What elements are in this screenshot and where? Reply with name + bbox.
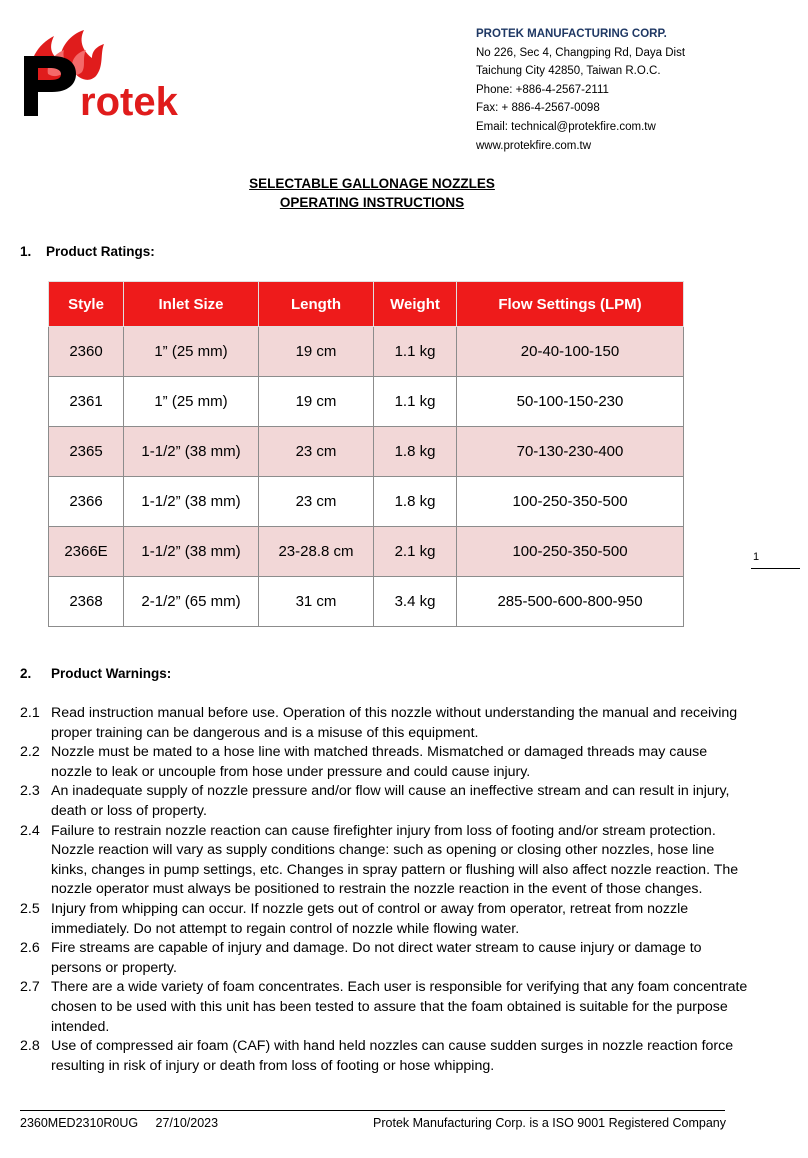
product-ratings-table xyxy=(48,281,684,627)
list-item xyxy=(20,743,750,782)
warning-number: 2.7 xyxy=(20,979,40,996)
company-website[interactable]: www.protekfire.com.tw xyxy=(476,139,592,152)
table-row xyxy=(49,577,684,627)
table-cell: 23 cm xyxy=(259,427,374,477)
section-1-heading xyxy=(20,244,155,259)
table-row xyxy=(49,477,684,527)
warning-number: 2.6 xyxy=(20,940,40,957)
table-cell: 20-40-100-150 xyxy=(457,327,684,377)
table-cell: 1” (25 mm) xyxy=(124,377,259,427)
table-cell: 1-1/2” (38 mm) xyxy=(124,477,259,527)
table-cell: 1” (25 mm) xyxy=(124,327,259,377)
table-cell: 2-1/2” (65 mm) xyxy=(124,577,259,627)
section-1-title: Product Ratings: xyxy=(46,244,155,259)
table-cell: 2366 xyxy=(49,477,124,527)
table-cell: 2365 xyxy=(49,427,124,477)
warnings-list xyxy=(20,704,750,1076)
section-2-number: 2. xyxy=(20,666,32,681)
list-item xyxy=(20,704,750,743)
list-item xyxy=(20,900,750,939)
table-cell: 1-1/2” (38 mm) xyxy=(124,527,259,577)
table-header: Style xyxy=(49,282,124,327)
company-fax: Fax: + 886-4-2567-0098 xyxy=(476,102,600,115)
warning-number: 2.4 xyxy=(20,822,40,839)
table-cell: 50-100-150-230 xyxy=(457,377,684,427)
warning-text: An inadequate supply of nozzle pressure and/or flow will cause an ineffective stream and can result in injury, death or loss of property. xyxy=(51,783,730,819)
table-header: Flow Settings (LPM) xyxy=(457,282,684,327)
warning-number: 2.8 xyxy=(20,1038,40,1055)
table-cell: 100-250-350-500 xyxy=(457,477,684,527)
table-cell: 1-1/2” (38 mm) xyxy=(124,427,259,477)
title-line-1: SELECTABLE GALLONAGE NOZZLES xyxy=(249,176,495,191)
table-cell: 2.1 kg xyxy=(374,527,457,577)
title-line-2: OPERATING INSTRUCTIONS xyxy=(279,195,465,210)
document-title xyxy=(0,174,744,212)
list-item xyxy=(20,822,750,900)
logo-text: rotek xyxy=(80,80,178,122)
page-number: 1 xyxy=(753,551,760,563)
company-phone: Phone: +886-4-2567-2111 xyxy=(476,83,609,96)
table-row xyxy=(49,527,684,577)
warning-text: Read instruction manual before use. Operation of this nozzle without understanding the manual and receiving proper training can be dangerous and is a misuse of this equipment. xyxy=(51,705,738,741)
section-1-number: 1. xyxy=(20,244,32,259)
list-item xyxy=(20,978,750,1037)
table-cell: 2368 xyxy=(49,577,124,627)
warning-text: Use of compressed air foam (CAF) with hand held nozzles can cause sudden surges in nozzle reaction force resulting in risk of injury or death from loss of footing or hose whipping. xyxy=(51,1038,734,1074)
footer-doc-code: 2360MED2310R0UG xyxy=(20,1116,139,1130)
list-item xyxy=(20,1037,750,1076)
table-cell: 70-130-230-400 xyxy=(457,427,684,477)
company-info xyxy=(476,25,685,155)
list-item xyxy=(20,782,750,821)
warning-text: There are a wide variety of foam concentrates. Each user is responsible for verifying that any foam concentrate chosen to be used with this unit has been tested to assure that the foam obtained is suitable for the purpose intended. xyxy=(51,979,748,1035)
table-header: Inlet Size xyxy=(124,282,259,327)
company-name: PROTEK MANUFACTURING CORP. xyxy=(476,28,667,40)
footer-rule xyxy=(20,1110,725,1111)
company-address-1: No 226, Sec 4, Changping Rd, Daya Dist xyxy=(476,46,686,59)
footer-doc-info xyxy=(20,1116,218,1130)
table-row xyxy=(49,327,684,377)
table-cell: 23-28.8 cm xyxy=(259,527,374,577)
table-header: Weight xyxy=(374,282,457,327)
section-2-title: Product Warnings: xyxy=(51,666,172,681)
list-item xyxy=(20,939,750,978)
table-cell: 3.4 kg xyxy=(374,577,457,627)
table-header-row xyxy=(49,282,684,327)
table-cell: 285-500-600-800-950 xyxy=(457,577,684,627)
table-cell: 31 cm xyxy=(259,577,374,627)
table-cell: 2360 xyxy=(49,327,124,377)
table-header: Length xyxy=(259,282,374,327)
warning-number: 2.3 xyxy=(20,783,40,800)
warning-number: 2.1 xyxy=(20,705,40,721)
table-row xyxy=(49,377,684,427)
table-cell: 1.8 kg xyxy=(374,427,457,477)
footer-statement: Protek Manufacturing Corp. is a ISO 9001 Registered Company xyxy=(373,1116,726,1130)
table-cell: 19 cm xyxy=(259,377,374,427)
table-cell: 1.8 kg xyxy=(374,477,457,527)
table-cell: 2366E xyxy=(49,527,124,577)
table-cell: 100-250-350-500 xyxy=(457,527,684,577)
company-email[interactable]: Email: technical@protekfire.com.tw xyxy=(476,120,656,133)
warning-text: Fire streams are capable of injury and damage. Do not direct water stream to cause injury or damage to persons or property. xyxy=(51,940,702,976)
footer-date: 27/10/2023 xyxy=(155,1116,219,1130)
company-address-2: Taichung City 42850, Taiwan R.O.C. xyxy=(476,65,661,78)
table-cell: 1.1 kg xyxy=(374,377,457,427)
protek-logo xyxy=(18,22,186,122)
warning-number: 2.2 xyxy=(20,744,40,761)
table-cell: 19 cm xyxy=(259,327,374,377)
section-2-heading xyxy=(20,666,171,681)
table-cell: 2361 xyxy=(49,377,124,427)
warning-text: Nozzle must be mated to a hose line with matched threads. Mismatched or damaged threads may cause nozzle to leak or uncouple from hose under pressure and could cause injury. xyxy=(51,744,708,780)
warning-text: Injury from whipping can occur. If nozzle gets out of control or away from operator, retreat from nozzle immediately. Do not attempt to regain control of nozzle while flowing water. xyxy=(51,900,689,937)
warning-number: 2.5 xyxy=(20,900,40,917)
warning-text: Failure to restrain nozzle reaction can cause firefighter injury from loss of footing and/or stream protection. Nozzle reaction will vary as supply conditions change: such as opening or closing other nozzles, hose line kinks, changes in pump settings, etc. Changes in spray pattern or flushing will also affect nozzle reaction. The nozzle operator must always be positioned to restrain the nozzle reaction in the event of those changes. xyxy=(51,822,739,898)
table-cell: 23 cm xyxy=(259,477,374,527)
table-cell: 1.1 kg xyxy=(374,327,457,377)
page-number-rule xyxy=(751,568,800,569)
table-row xyxy=(49,427,684,477)
